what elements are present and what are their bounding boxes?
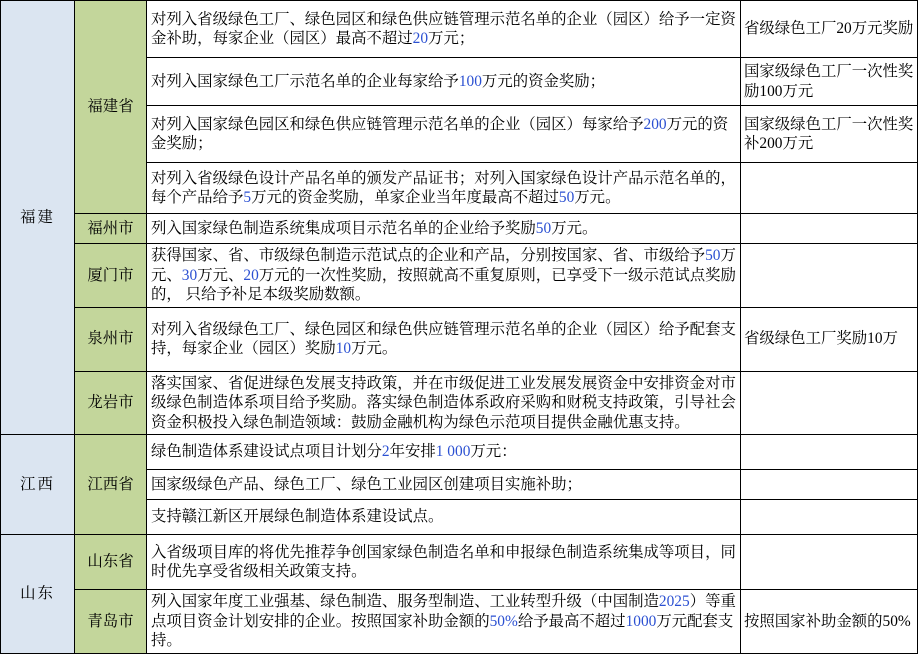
table-row: [1, 214, 918, 244]
province-cell-fujian[interactable]: 福建: [1, 1, 75, 435]
policy-cell[interactable]: 列入国家绿色制造系统集成项目示范名单的企业给予奖励50万元。: [147, 214, 741, 244]
policy-cell[interactable]: 对列入国家绿色园区和绿色供应链管理示范名单的企业（园区）每家给予200万元的资金奖励；: [147, 106, 741, 163]
city-cell-jiangxi-province[interactable]: 江西省: [75, 435, 147, 535]
policy-cell[interactable]: 对列入国家绿色工厂示范名单的企业每家给予100万元的资金奖励；: [147, 58, 741, 106]
policy-cell[interactable]: 获得国家、省、市级绿色制造示范试点的企业和产品，分别按国家、省、市级给予50万元、30万元、20万元的一次性奖励，按照就高不重复原则，已享受下一级示范试点奖励的， 只给予补足本级奖励数额。: [147, 244, 741, 308]
table-row: [1, 590, 918, 654]
policy-cell[interactable]: 支持赣江新区开展绿色制造体系建设试点。: [147, 500, 741, 535]
city-cell-quanzhou[interactable]: 泉州市: [75, 307, 147, 371]
note-cell[interactable]: 国家级绿色工厂一次性奖补200万元: [741, 106, 918, 163]
note-cell[interactable]: [741, 163, 918, 214]
city-cell-xiamen[interactable]: 厦门市: [75, 244, 147, 308]
note-cell[interactable]: [741, 371, 918, 435]
policy-cell[interactable]: 对列入省级绿色设计产品名单的颁发产品证书；对列入国家绿色设计产品示范名单的，每个产品给予5万元的资金奖励，单家企业当年度最高不超过50万元。: [147, 163, 741, 214]
table-row: [1, 307, 918, 371]
city-cell-qingdao[interactable]: 青岛市: [75, 590, 147, 654]
note-cell[interactable]: [741, 470, 918, 500]
note-cell[interactable]: [741, 244, 918, 308]
city-cell-fuzhou[interactable]: 福州市: [75, 214, 147, 244]
table-row: [1, 1, 918, 58]
table-row: [1, 244, 918, 308]
note-cell[interactable]: 按照国家补助金额的50%: [741, 590, 918, 654]
province-cell-jiangxi[interactable]: 江西: [1, 435, 75, 535]
note-cell[interactable]: [741, 214, 918, 244]
city-cell-shandong-province[interactable]: 山东省: [75, 535, 147, 590]
note-cell[interactable]: [741, 500, 918, 535]
policy-cell[interactable]: 落实国家、省促进绿色发展支持政策，并在市级促进工业发展发展资金中安排资金对市级绿色制造体系项目给予奖励。落实绿色制造体系政府采购和财税支持政策，引导社会资金积极投入绿色制造领域：鼓励金融机构为绿色示范项目提供金融优惠支持。: [147, 371, 741, 435]
note-cell[interactable]: 省级绿色工厂奖励10万: [741, 307, 918, 371]
table-row: [1, 535, 918, 590]
table-row: [1, 435, 918, 470]
policy-cell[interactable]: 国家级绿色产品、绿色工厂、绿色工业园区创建项目实施补助；: [147, 470, 741, 500]
table-row: [1, 371, 918, 435]
note-cell[interactable]: 国家级绿色工厂一次性奖励100万元: [741, 58, 918, 106]
policy-cell[interactable]: 对列入省级绿色工厂、绿色园区和绿色供应链管理示范名单的企业（园区）给予配套支持，每家企业（园区）奖励10万元。: [147, 307, 741, 371]
note-cell[interactable]: 省级绿色工厂20万元奖励: [741, 1, 918, 58]
policy-cell[interactable]: 列入国家年度工业强基、绿色制造、服务型制造、工业转型升级（中国制造2025）等重 点项目资金计划安排的企业。按照国家补助金额的50%给予最高不超过1000万元配套支持。: [147, 590, 741, 654]
province-cell-shandong[interactable]: 山东: [1, 535, 75, 654]
policy-cell[interactable]: 入省级项目库的将优先推荐争创国家绿色制造名单和申报绿色制造系统集成等项目，同时优先享受省级相关政策支持。: [147, 535, 741, 590]
city-cell-fujian-province[interactable]: 福建省: [75, 1, 147, 214]
note-cell[interactable]: [741, 435, 918, 470]
note-cell[interactable]: [741, 535, 918, 590]
policy-cell[interactable]: 绿色制造体系建设试点项目计划分2年安排1 000万元：: [147, 435, 741, 470]
policy-cell[interactable]: 对列入省级绿色工厂、绿色园区和绿色供应链管理示范名单的企业（园区）给予一定资金补助，每家企业（园区）最高不超过20万元；: [147, 1, 741, 58]
city-cell-longyan[interactable]: 龙岩市: [75, 371, 147, 435]
